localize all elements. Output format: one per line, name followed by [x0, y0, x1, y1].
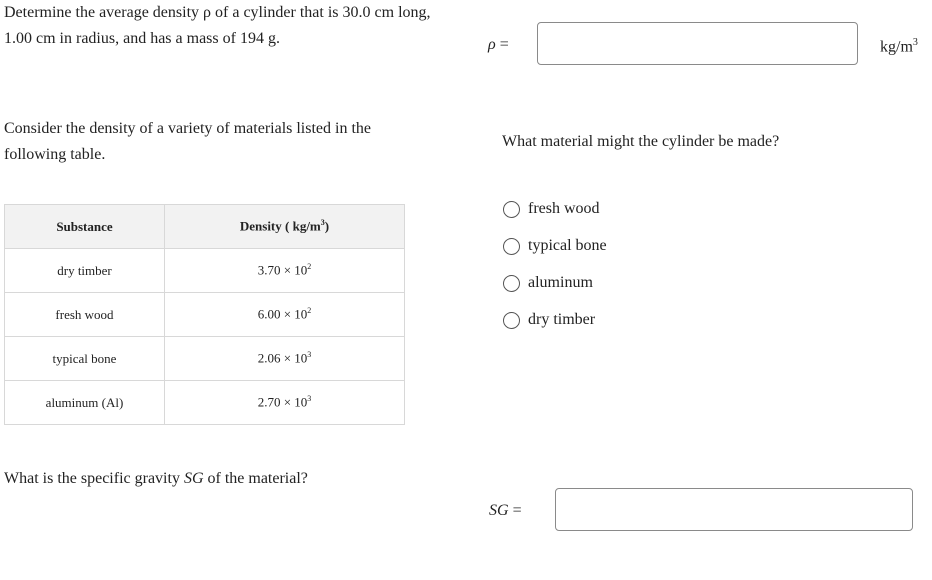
- radio-option-dry-timber[interactable]: [503, 308, 595, 332]
- radio-label[interactable]: dry timber: [528, 311, 596, 328]
- question-sg-text: [4, 466, 424, 492]
- radio-option-fresh-wood[interactable]: [503, 197, 600, 221]
- cell-density-exp: 3: [307, 394, 312, 404]
- material-question-text: What material might the cylinder be made?: [502, 133, 780, 150]
- table-row: [5, 337, 405, 381]
- cell-density-exp: 2: [307, 306, 312, 316]
- question-table-text: Consider the density of a variety of materials listed in the following table.: [4, 120, 372, 163]
- cell-density: [165, 337, 405, 381]
- radio-label[interactable]: typical bone: [528, 237, 607, 254]
- cell-density-exp: 3: [307, 350, 312, 360]
- radio-button-icon[interactable]: [503, 275, 520, 292]
- radio-button-icon[interactable]: [503, 312, 520, 329]
- sg-input[interactable]: [555, 488, 913, 531]
- density-unit: [880, 37, 918, 56]
- question-density-text: Determine the average density ρ of a cylinder that is 30.0 cm long, 1.00 cm in radius, and has a mass of 194 g.: [4, 4, 431, 47]
- header-density-prefix: Density ( kg/m: [239, 218, 321, 234]
- density-input[interactable]: [537, 22, 858, 65]
- table-row: [5, 381, 405, 425]
- table-row: [5, 249, 405, 293]
- cell-density: [165, 249, 405, 293]
- question-sg-suffix: of the material?: [203, 470, 308, 487]
- question-sg-prefix: What is the specific gravity: [4, 470, 184, 487]
- sg-symbol: SG: [489, 502, 509, 519]
- radio-label[interactable]: fresh wood: [528, 200, 600, 217]
- radio-button-icon[interactable]: [503, 238, 520, 255]
- header-density-exp: 3: [320, 218, 325, 228]
- cell-substance: aluminum (Al): [5, 381, 165, 425]
- equals-sign: =: [499, 36, 509, 53]
- header-substance: Substance: [5, 205, 165, 249]
- radio-option-aluminum[interactable]: [503, 271, 593, 295]
- radio-label[interactable]: aluminum: [528, 274, 593, 291]
- header-density-suffix: ): [324, 218, 330, 234]
- cell-density-mantissa: 3.70 × 10: [257, 262, 308, 278]
- table-row: [5, 293, 405, 337]
- cell-density: [165, 381, 405, 425]
- sg-label: [489, 502, 522, 520]
- header-density: [165, 205, 405, 249]
- radio-button-icon[interactable]: [503, 201, 520, 218]
- density-unit-base: kg/m: [880, 38, 913, 56]
- cell-density: [165, 293, 405, 337]
- cell-substance: dry timber: [5, 249, 165, 293]
- cell-substance: typical bone: [5, 337, 165, 381]
- question-sg-symbol: SG: [183, 470, 204, 487]
- density-label: [488, 36, 509, 54]
- table-header-row: [5, 205, 405, 249]
- cell-substance: fresh wood: [5, 293, 165, 337]
- equals-sign: =: [512, 502, 522, 519]
- radio-option-typical-bone[interactable]: [503, 234, 607, 258]
- cell-density-exp: 2: [307, 262, 312, 272]
- density-unit-exp: 3: [912, 37, 918, 48]
- cell-density-mantissa: 2.06 × 10: [257, 350, 308, 366]
- rho-symbol: ρ: [488, 36, 496, 53]
- cell-density-mantissa: 6.00 × 10: [257, 306, 308, 322]
- cell-density-mantissa: 2.70 × 10: [257, 394, 308, 410]
- density-table: [4, 204, 405, 425]
